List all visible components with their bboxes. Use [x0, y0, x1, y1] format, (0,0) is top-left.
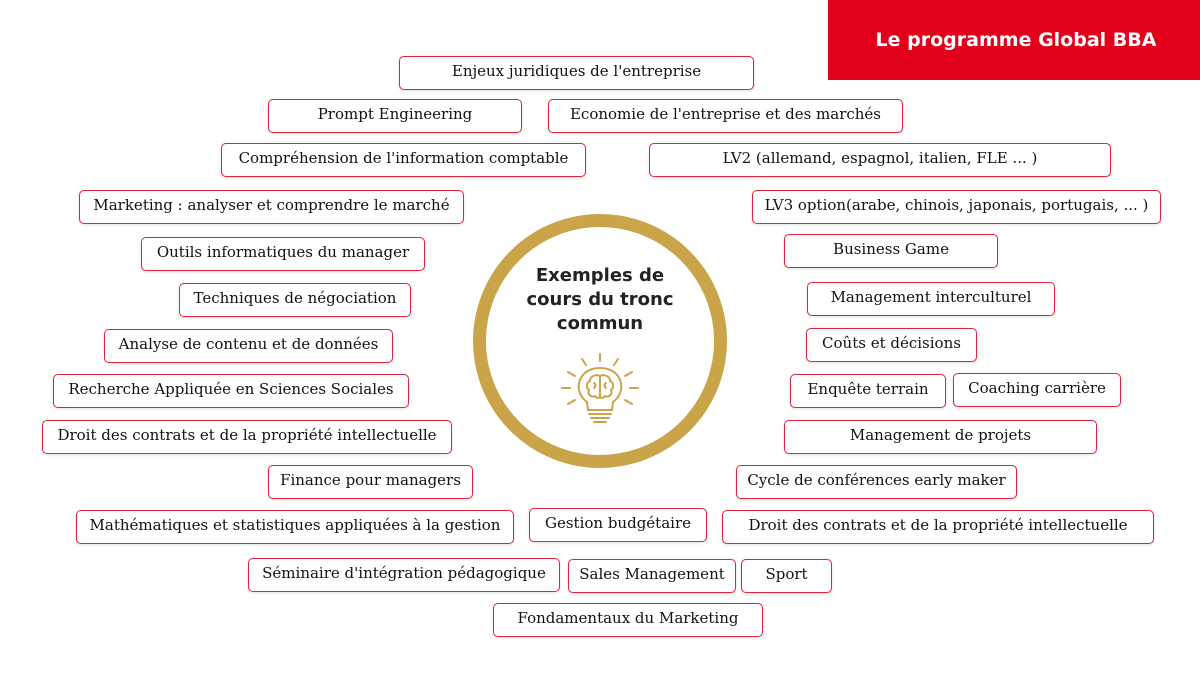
course-chip-lv2: LV2 (allemand, espagnol, italien, FLE ... ) [649, 143, 1111, 177]
course-chip-outils-informatiques: Outils informatiques du manager [141, 237, 425, 271]
center-title-line-1: Exemples de [535, 265, 665, 286]
course-chip-management-projets: Management de projets [784, 420, 1097, 454]
course-chip-business-game: Business Game [784, 234, 998, 268]
course-chip-droit-contrats-right: Droit des contrats et de la propriété intellectuelle [722, 510, 1154, 544]
center-circle [473, 214, 727, 468]
course-chip-fondamentaux-marketing: Fondamentaux du Marketing [493, 603, 763, 637]
course-chip-management-interculturel: Management interculturel [807, 282, 1055, 316]
center-title-line-3: commun [556, 313, 644, 334]
course-chip-couts-decisions: Coûts et décisions [806, 328, 977, 362]
program-banner: Le programme Global BBA [828, 0, 1200, 80]
course-chip-seminaire-integration: Séminaire d'intégration pédagogique [248, 558, 560, 592]
course-chip-coaching-carriere: Coaching carrière [953, 373, 1121, 407]
course-chip-marketing-marche: Marketing : analyser et comprendre le marché [79, 190, 464, 224]
course-chip-sales-management: Sales Management [568, 559, 736, 593]
course-chip-gestion-budgetaire: Gestion budgétaire [529, 508, 707, 542]
course-chip-enquete-terrain: Enquête terrain [790, 374, 946, 408]
course-chip-enjeux-juridiques: Enjeux juridiques de l'entreprise [399, 56, 754, 90]
course-chip-cycle-conferences: Cycle de conférences early maker [736, 465, 1017, 499]
course-chip-mathematiques: Mathématiques et statistiques appliquées à la gestion [76, 510, 514, 544]
course-chip-sport: Sport [741, 559, 832, 593]
course-chip-prompt-engineering: Prompt Engineering [268, 99, 522, 133]
course-chip-finance-managers: Finance pour managers [268, 465, 473, 499]
course-chip-droit-contrats-left: Droit des contrats et de la propriété intellectuelle [42, 420, 452, 454]
course-chip-negociation: Techniques de négociation [179, 283, 411, 317]
course-chip-comptabilite: Compréhension de l'information comptable [221, 143, 586, 177]
course-chip-economie: Economie de l'entreprise et des marchés [548, 99, 903, 133]
center-title [493, 264, 707, 336]
center-title-line-2: cours du tronc [526, 289, 674, 310]
course-chip-lv3: LV3 option(arabe, chinois, japonais, portugais, ... ) [752, 190, 1161, 224]
course-chip-analyse-donnees: Analyse de contenu et de données [104, 329, 393, 363]
lightbulb-brain-icon [556, 350, 644, 428]
course-chip-recherche-appliquee: Recherche Appliquée en Sciences Sociales [53, 374, 409, 408]
